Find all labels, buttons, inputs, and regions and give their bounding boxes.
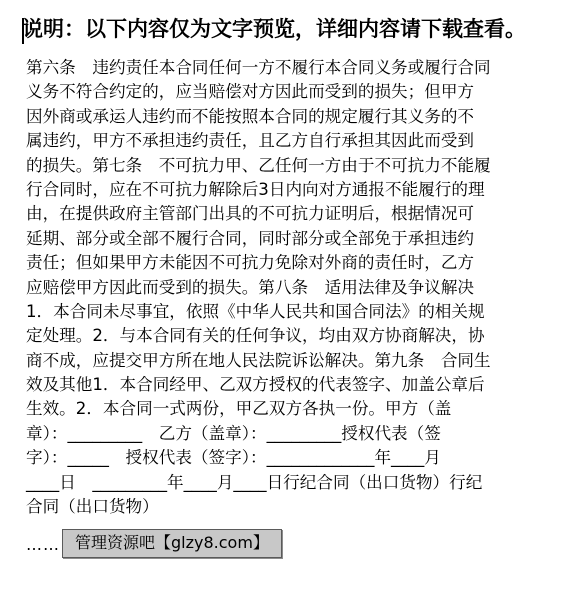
body-line: 定处理。2．与本合同有关的任何争议，均由双方协商解决，协 [26,326,485,346]
body-line: 1．本合同未尽事宜，依照《中华人民共和国合同法》的相关规 [26,301,485,321]
body-line: 商不成，应提交甲方所在地人民法院诉讼解决。第九条 合同生 [26,350,491,370]
body-line: 延期、部分或全部不履行合同，同时部分或全部免于承担违约 [26,228,475,248]
body-line: 行合同时，应在不可抗力解除后3日内向对方通报不能履行的理 [26,179,485,199]
body-line: 第六条 违约责任本合同任何一方不履行本合同义务或履行合同 [26,58,491,77]
document-footer [26,528,282,558]
body-line: 属违约，甲方不承担违约责任，且乙方自行承担其因此而受到 [26,131,475,151]
body-line: 合同（出口货物） [26,497,159,517]
preview-notice: 说明：以下内容仅为文字预览，详细内容请下载查看。 [22,17,526,41]
continuation-ellipsis: …… [26,535,60,554]
body-line: 由，在提供政府主管部门出具的不可抗力证明后，根据情况可 [26,204,475,224]
body-line: 应赔偿甲方因此而受到的损失。第八条 适用法律及争议解决 [26,277,475,297]
body-line: 字）：_____ 授权代表（签字）：_____________年____月 [26,448,441,468]
body-line: ____日 _________年____月____日行纪合同（出口货物）行纪 [26,472,483,492]
document-body [26,56,556,519]
body-line: 生效。2．本合同一式两份，甲乙双方各执一份。甲方（盖 [26,399,452,419]
body-line: 章）：_________ 乙方（盖章）：_________授权代表（签 [26,423,441,443]
body-line: 义务不符合约定的，应当赔偿对方因此而受到的损失；但甲方 [26,82,475,102]
body-line: 责任；但如果甲方未能因不可抗力免除对外商的责任时，乙方 [26,253,475,273]
body-line: 的损失。第七条 不可抗力甲、乙任何一方由于不可抗力不能履 [26,155,491,175]
body-line: 效及其他1．本合同经甲、乙双方授权的代表签字、加盖公章后 [26,375,485,395]
body-line: 因外商或承运人违约而不能按照本合同的规定履行其义务的不 [26,106,475,126]
site-link-badge[interactable]: 管理资源吧【glzy8.com】 [62,529,282,558]
